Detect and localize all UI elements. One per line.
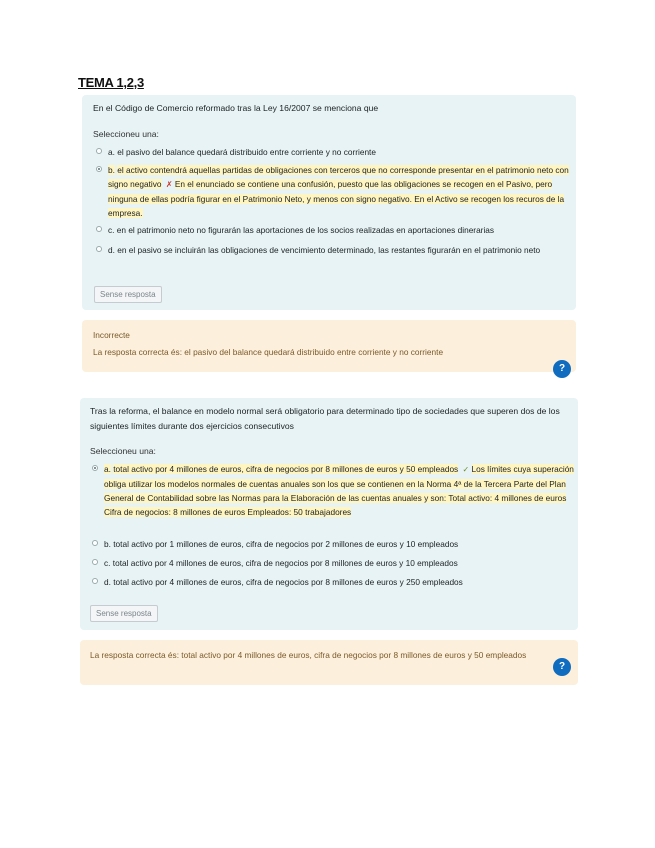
radio-button[interactable]	[92, 559, 98, 565]
select-label: Seleccioneu una:	[90, 446, 156, 456]
help-icon[interactable]: ?	[553, 360, 571, 378]
radio-button[interactable]	[96, 148, 102, 154]
option-feedback: Los límites cuya superación obliga utilizar los modelos normales de cuentas anuales son los que se contienen en la Norma 4ª de la Tercera Parte del Plan General de Contabilidad sobre las Normas para la Elaboración de las cuentas anuales y son: Total activo: 4 millones de euros Cifra de negocios: 8 millones de euros Empleados: 50 trabajadores	[104, 464, 574, 517]
question-2-card	[80, 398, 578, 630]
select-label: Seleccioneu una:	[93, 129, 159, 139]
no-answer-button[interactable]: Sense resposta	[94, 286, 162, 303]
question-1-feedback	[82, 320, 576, 372]
feedback-answer: La resposta correcta és: el pasivo del balance quedará distribuido entre corriente y no corriente	[93, 347, 444, 357]
radio-button[interactable]	[96, 246, 102, 252]
question-2-feedback	[80, 640, 578, 685]
cross-icon: ✗	[165, 180, 173, 189]
radio-button[interactable]	[96, 226, 102, 232]
radio-button-selected[interactable]	[96, 166, 102, 172]
question-1-card	[82, 95, 576, 310]
radio-button[interactable]	[92, 578, 98, 584]
q2-option-d[interactable]: d. total activo por 4 millones de euros, cifra de negocios por 8 millones de euros y 250 empleados	[92, 575, 574, 589]
feedback-status: Incorrecte	[93, 330, 130, 340]
q1-option-b[interactable]: b. el activo contendrá aquellas partidas de obligaciones con terceros que no corresponde presentar en el patrimonio neto con signo negativo ✗ En el enunciado se contiene una confusión, puesto que las obligaciones se recogen en el Pasivo, pero ninguna de ellas podría figurar en el Patrimonio Neto, y menos con signo negativo. En el Activo se recogen los recuros de la empresa.	[96, 163, 573, 220]
radio-button-selected[interactable]	[92, 465, 98, 471]
q1-option-a[interactable]: a. el pasivo del balance quedará distribuido entre corriente y no corriente	[96, 145, 573, 159]
q2-option-c[interactable]: c. total activo por 4 millones de euros, cifra de negocios por 8 millones de euros y 10 empleados	[92, 556, 574, 570]
question-2-text: Tras la reforma, el balance en modelo normal será obligatorio para determinado tipo de sociedades que superen dos de los siguientes límites durante dos ejercicios consecutivos	[90, 406, 560, 431]
no-answer-button[interactable]: Sense resposta	[90, 605, 158, 622]
q2-option-b[interactable]: b. total activo por 1 millones de euros, cifra de negocios por 2 millones de euros y 10 empleados	[92, 537, 574, 551]
q2-option-a[interactable]: a. total activo por 4 millones de euros, cifra de negocios por 8 millones de euros y 50 empleados ✓ Los límites cuya superación obliga utilizar los modelos normales de cuentas anuales son los que se contienen en la Norma 4ª de la Tercera Parte del Plan General de Contabilidad sobre las Normas para la Elaboración de las cuentas anuales y son: Total activo: 4 millones de euros Cifra de negocios: 8 millones de euros Empleados: 50 trabajadores	[92, 462, 574, 519]
help-icon[interactable]: ?	[553, 658, 571, 676]
question-1-text: En el Código de Comercio reformado tras la Ley 16/2007 se menciona que	[93, 103, 379, 113]
check-icon: ✓	[462, 465, 470, 474]
q1-option-d[interactable]: d. en el pasivo se incluirán las obligaciones de vencimiento determinado, las restantes figurarán en el patrimonio neto	[96, 243, 573, 257]
radio-button[interactable]	[92, 540, 98, 546]
page-title: TEMA 1,2,3	[78, 75, 144, 90]
feedback-answer: La resposta correcta és: total activo por 4 millones de euros, cifra de negocios por 8 millones de euros y 50 empleados	[90, 650, 527, 660]
q1-option-c[interactable]: c. en el patrimonio neto no figurarán las aportaciones de los socios realizadas en aportaciones dinerarias	[96, 223, 573, 237]
option-feedback: En el enunciado se contiene una confusión, puesto que las obligaciones se recogen en el Pasivo, pero ninguna de ellas podría figurar en el Patrimonio Neto, y menos con signo negativo. En el Activo se recogen los recuros de la empresa.	[108, 179, 565, 218]
